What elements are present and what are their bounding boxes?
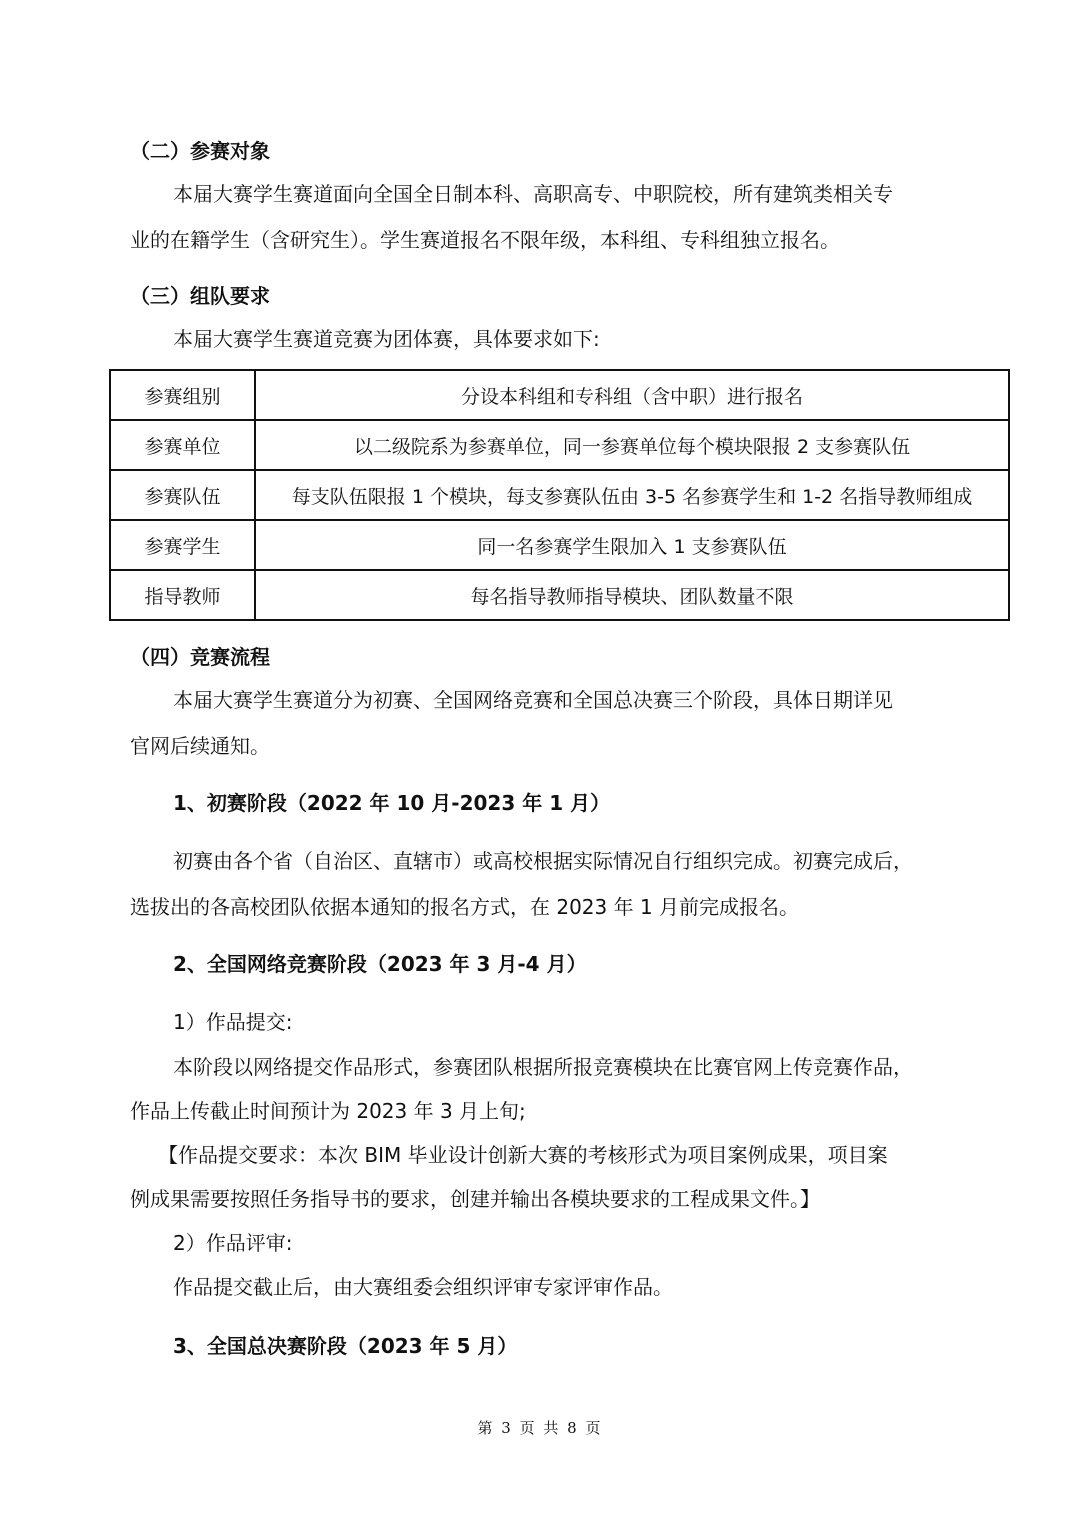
table-cell-value: 分设本科组和专科组（含中职）进行报名 — [255, 370, 1009, 420]
table-cell-label: 参赛学生 — [110, 520, 255, 570]
sub-heading-submission: 1）作品提交: — [173, 1010, 293, 1034]
stage-heading-preliminary: 1、初赛阶段（2022 年 10 月-2023 年 1 月） — [173, 791, 611, 815]
paragraph-line: 官网后续通知。 — [130, 734, 270, 758]
section-heading-competition-process: （四）竞赛流程 — [130, 645, 270, 669]
table-cell-value: 每支队伍限报 1 个模块，每支参赛队伍由 3-5 名参赛学生和 1-2 名指导教师组成 — [255, 470, 1009, 520]
requirements-table — [109, 369, 1010, 621]
table-cell-label: 参赛组别 — [110, 370, 255, 420]
table-cell-label: 参赛队伍 — [110, 470, 255, 520]
table-row — [110, 370, 1009, 420]
stage-heading-final: 3、全国总决赛阶段（2023 年 5 月） — [173, 1334, 518, 1358]
stage-heading-online: 2、全国网络竞赛阶段（2023 年 3 月-4 月） — [173, 952, 587, 976]
table-row — [110, 470, 1009, 520]
table-cell-label: 指导教师 — [110, 570, 255, 620]
table-row — [110, 570, 1009, 620]
section-heading-team-requirements: （三）组队要求 — [130, 284, 270, 308]
paragraph-line: 作品提交截止后，由大赛组委会组织评审专家评审作品。 — [173, 1275, 673, 1299]
table-cell-label: 参赛单位 — [110, 420, 255, 470]
paragraph-line: 业的在籍学生（含研究生）。学生赛道报名不限年级，本科组、专科组独立报名。 — [130, 228, 840, 252]
table-row — [110, 420, 1009, 470]
paragraph-line: 作品上传截止时间预计为 2023 年 3 月上旬; — [130, 1099, 526, 1123]
paragraph-line: 选拔出的各高校团队依据本通知的报名方式，在 2023 年 1 月前完成报名。 — [130, 895, 800, 919]
paragraph-line: 初赛由各个省（自治区、直辖市）或高校根据实际情况自行组织完成。初赛完成后， — [173, 849, 913, 873]
paragraph-line: 本阶段以网络提交作品形式，参赛团队根据所报竞赛模块在比赛官网上传竞赛作品， — [173, 1055, 913, 1079]
paragraph-line: 本届大赛学生赛道竞赛为团体赛，具体要求如下: — [173, 327, 600, 351]
sub-heading-review: 2）作品评审: — [173, 1231, 293, 1255]
submission-requirement-line: 【作品提交要求：本次 BIM 毕业设计创新大赛的考核形式为项目案例成果，项目案 — [158, 1143, 888, 1167]
submission-requirement-line: 例成果需要按照任务指导书的要求，创建并输出各模块要求的工程成果文件。】 — [130, 1187, 820, 1211]
paragraph-line: 本届大赛学生赛道面向全国全日制本科、高职高专、中职院校，所有建筑类相关专 — [173, 182, 893, 206]
table-row — [110, 520, 1009, 570]
page-number-footer: 第 3 页 共 8 页 — [477, 1419, 603, 1437]
paragraph-line: 本届大赛学生赛道分为初赛、全国网络竞赛和全国总决赛三个阶段，具体日期详见 — [173, 688, 893, 712]
table-cell-value: 每名指导教师指导模块、团队数量不限 — [255, 570, 1009, 620]
table-cell-value: 同一名参赛学生限加入 1 支参赛队伍 — [255, 520, 1009, 570]
section-heading-participants: （二）参赛对象 — [130, 139, 270, 163]
table-cell-value: 以二级院系为参赛单位，同一参赛单位每个模块限报 2 支参赛队伍 — [255, 420, 1009, 470]
